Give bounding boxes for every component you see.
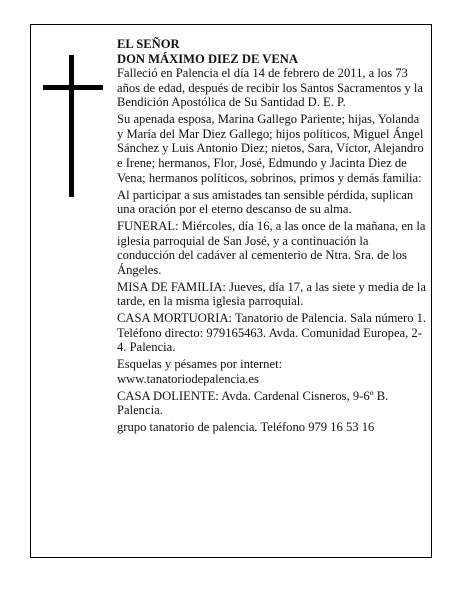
cross-vertical-bar [69,55,74,197]
family-home-address: CASA DOLIENTE: Avda. Cardenal Cisneros, 9-6º B. Palencia. [117,388,389,418]
cross-horizontal-bar [43,85,103,90]
funeral-group-contact: grupo tanatorio de palencia. Teléfono 979 16 53 16 [117,420,375,435]
notice-text [117,37,427,437]
funeral-home-details: CASA MORTUORIA: Tanatorio de Palencia. Sala número 1. Teléfono directo: 979165463. Avda. Comunidad Europea, 2-4. Palencia. [117,311,427,355]
notice-heading-title: EL SEÑOR [117,37,180,51]
funeral-details: FUNERAL: Miércoles, día 16, a las once de la mañana, en la iglesia parroquial de San José, y a continuación la conducción del cadáver al cementerio de Ntra. Sra. de los Ángeles. [117,219,426,277]
online-condolences: Esquelas y pésames por internet: www.tanatoriodepalencia.es [117,357,283,386]
death-announcement: Falleció en Palencia el día 14 de febrero de 2011, a los 73 años de edad, después de recibir los Santos Sacramentos y la Bendición Apostólica de Su Santidad D. E. P. [117,66,424,110]
notice-heading-name: DON MÁXIMO DIEZ DE VENA [117,51,298,66]
family-mass-details: MISA DE FAMILIA: Jueves, día 17, a las siete y media de la tarde, en la misma iglesia parroquial. [117,279,426,309]
cross-icon [43,55,103,197]
obituary-notice [30,24,432,558]
prayer-request: Al participar a sus amistades tan sensible pérdida, suplican una oración por el eterno descanso de su alma. [117,187,414,217]
family-list: Su apenada esposa, Marina Gallego Pariente; hijas, Yolanda y María del Mar Diez Gallego; hijos políticos, Miguel Ángel Sánchez y Luis Antonio Diez; nietos, Sara, Víctor, Alejandro e Irene; hermanos, Flor, José, Edmundo y Jacinta Diez de Vena; hermanos políticos, sobrinos, primos y demás familia: [117,112,424,185]
